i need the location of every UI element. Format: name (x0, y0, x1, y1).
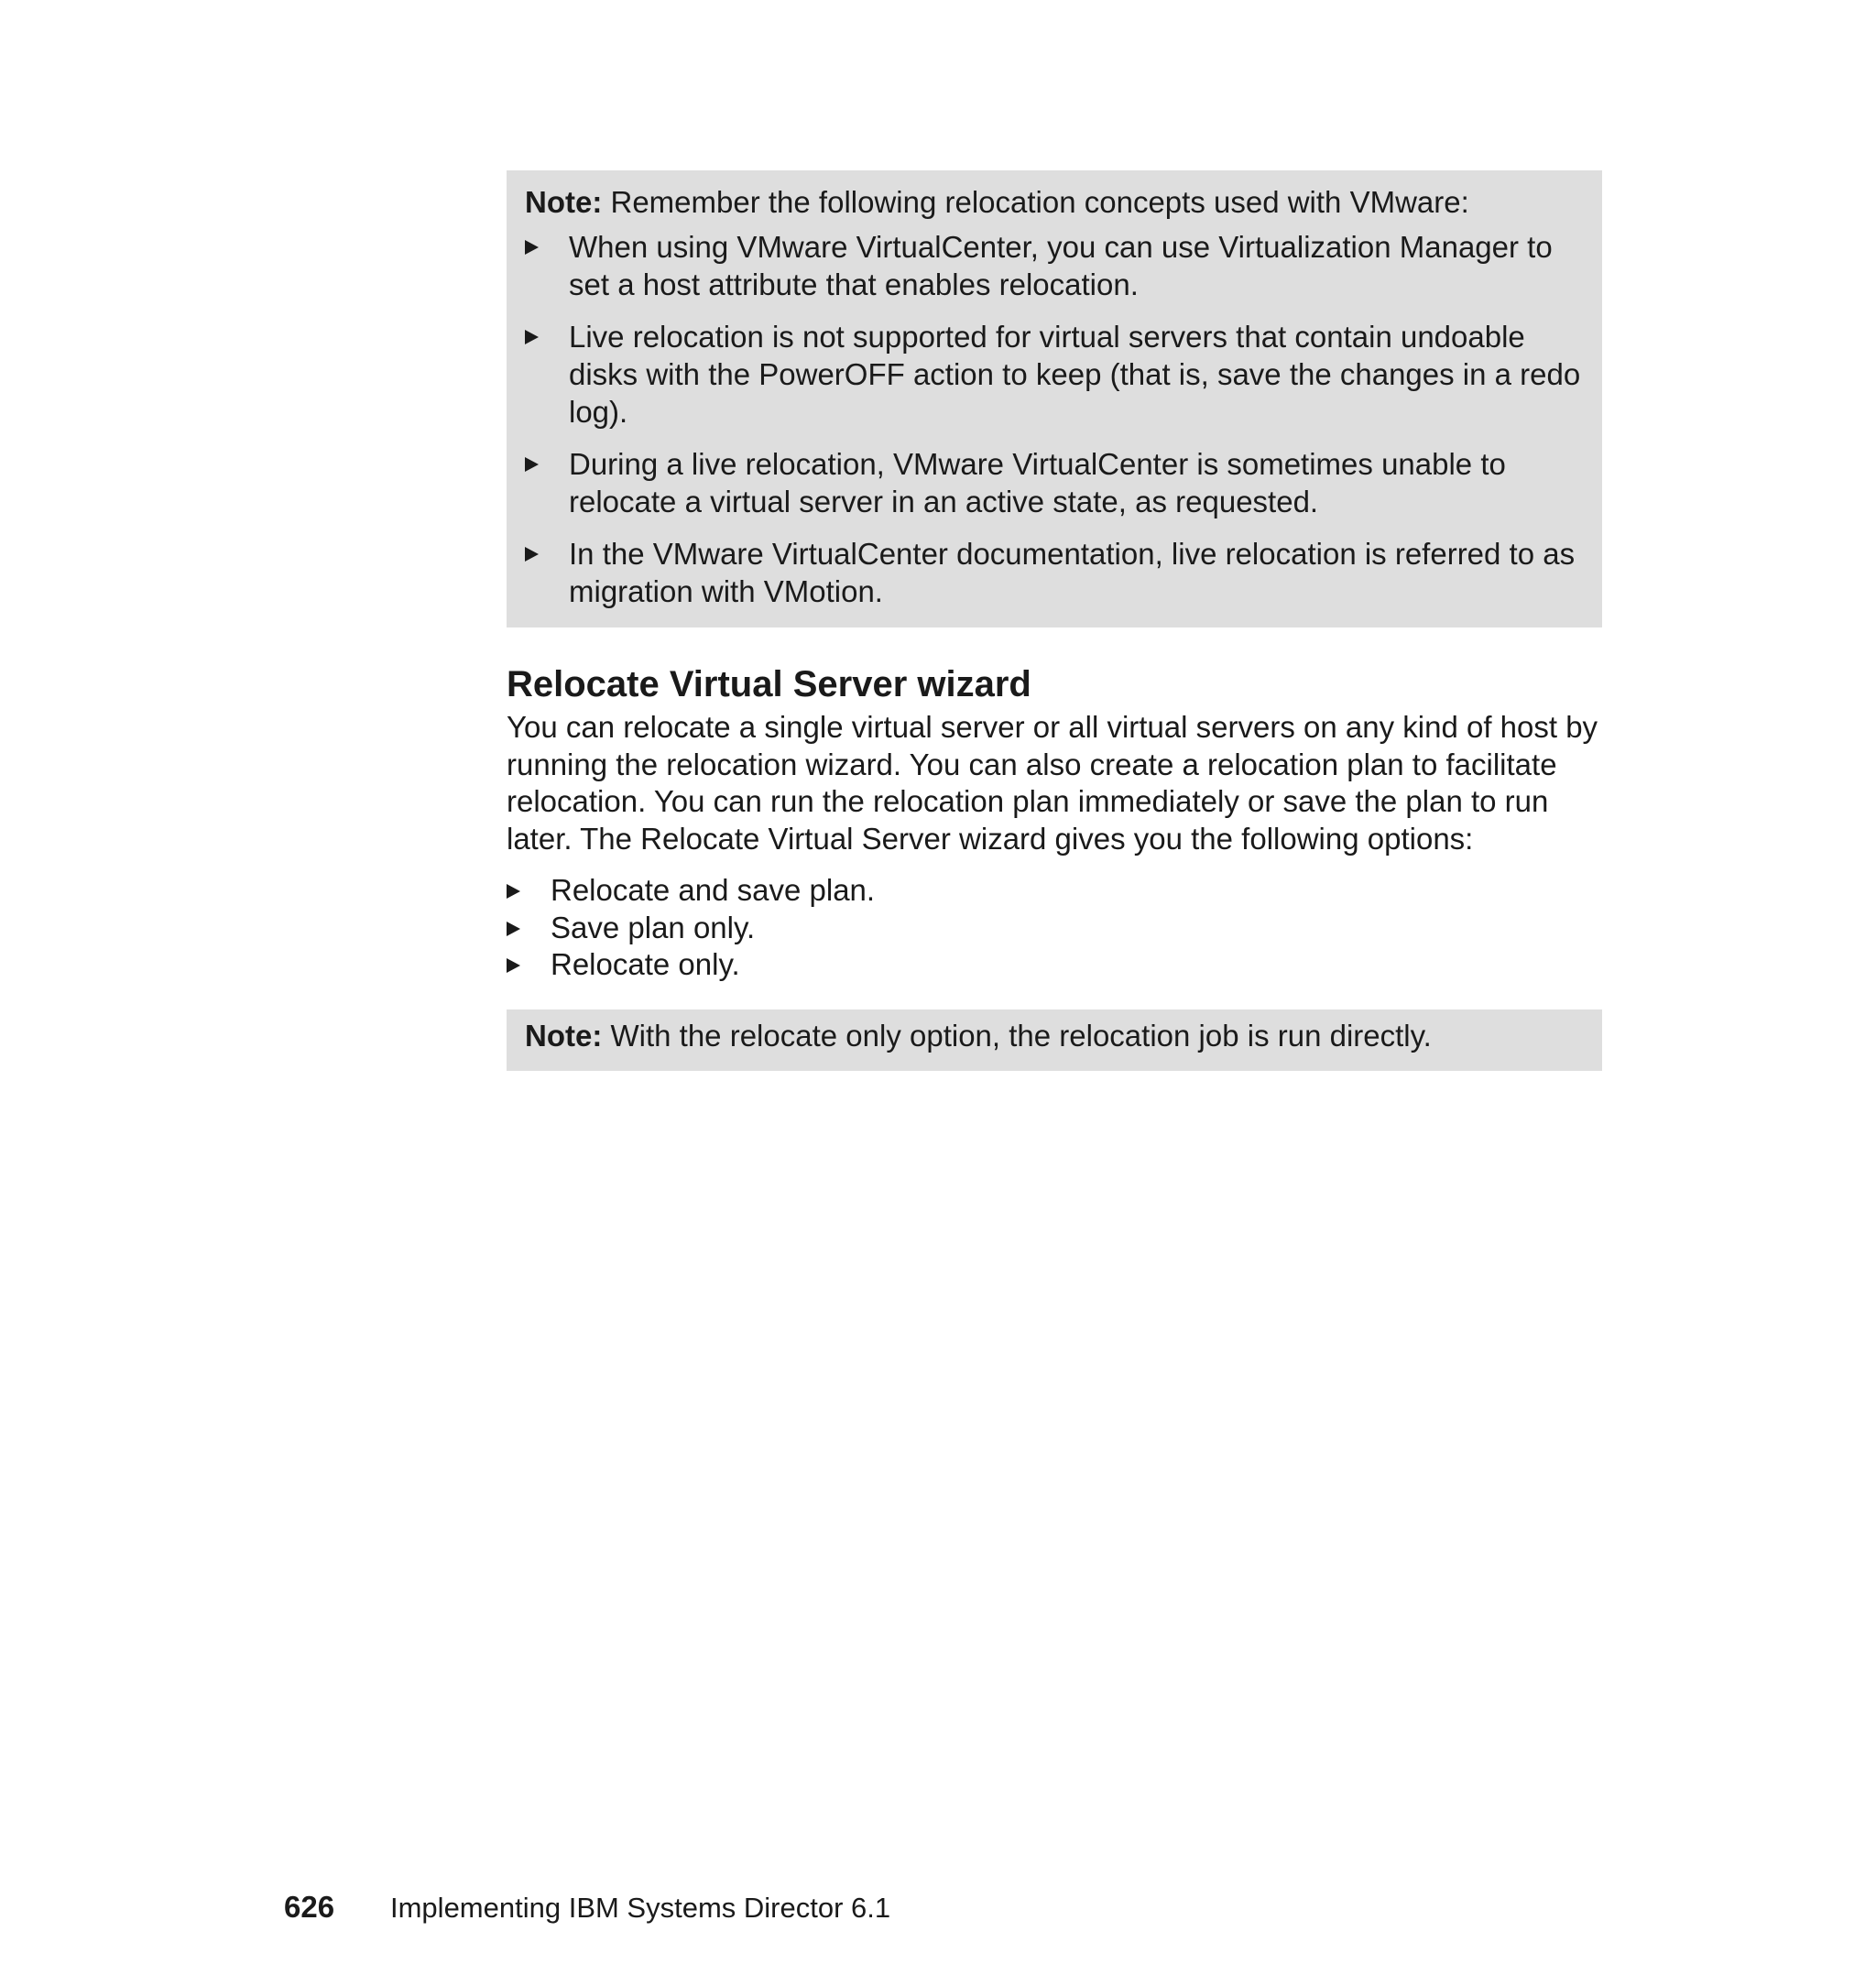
bullet-arrow-icon (525, 457, 539, 472)
list-item (525, 318, 1584, 431)
list-item-text: In the VMware VirtualCenter documentation, live relocation is referred to as migration with VMotion. (569, 537, 1576, 608)
options-list (507, 872, 1602, 984)
page-footer (284, 1889, 890, 1926)
list-item-text: During a live relocation, VMware VirtualCenter is sometimes unable to relocate a virtual server in an active state, as requested. (569, 447, 1506, 518)
note-text: With the relocate only option, the relocation job is run directly. (602, 1019, 1432, 1053)
list-item (525, 535, 1584, 610)
list-item (525, 445, 1584, 520)
bullet-arrow-icon (525, 240, 539, 255)
note-box-relocate-only (507, 1009, 1602, 1071)
list-item-text: Relocate and save plan. (551, 873, 876, 907)
page-number: 626 (284, 1890, 335, 1924)
bullet-arrow-icon (507, 922, 520, 936)
list-item-text: Live relocation is not supported for virtual servers that contain undoable disks with the PowerOFF action to keep (that is, save the changes in a redo log). (569, 320, 1581, 429)
bullet-arrow-icon (507, 884, 520, 899)
list-item (507, 910, 1602, 947)
list-item-text: Relocate only. (551, 947, 740, 981)
bullet-arrow-icon (525, 547, 539, 562)
note-box-relocation-concepts (507, 170, 1602, 627)
list-item (507, 946, 1602, 984)
note-label: Note: (525, 1019, 603, 1053)
relocate-wizard-section (507, 661, 1602, 984)
note-intro-text: Remember the following relocation concepts used with VMware: (602, 185, 1469, 219)
note-text-line (525, 1017, 1584, 1054)
section-paragraph: You can relocate a single virtual server or all virtual servers on any kind of host by running the relocation wizard. You can also create a relocation plan to facilitate relocation. You can run the relocation plan immediately or save the plan to run later. The Relocate Virtual Server wizard gives you the following options: (507, 710, 1598, 856)
note-bullet-list (525, 228, 1584, 610)
note-label: Note: (525, 185, 603, 219)
book-title: Implementing IBM Systems Director 6.1 (390, 1892, 891, 1924)
list-item-text: When using VMware VirtualCenter, you can use Virtualization Manager to set a host attribute that enables relocation. (569, 230, 1553, 301)
list-item (507, 872, 1602, 910)
note-intro (525, 183, 1584, 221)
bullet-arrow-icon (525, 330, 539, 344)
section-heading: Relocate Virtual Server wizard (507, 664, 1031, 704)
list-item (525, 228, 1584, 303)
bullet-arrow-icon (507, 958, 520, 973)
list-item-text: Save plan only. (551, 910, 756, 944)
